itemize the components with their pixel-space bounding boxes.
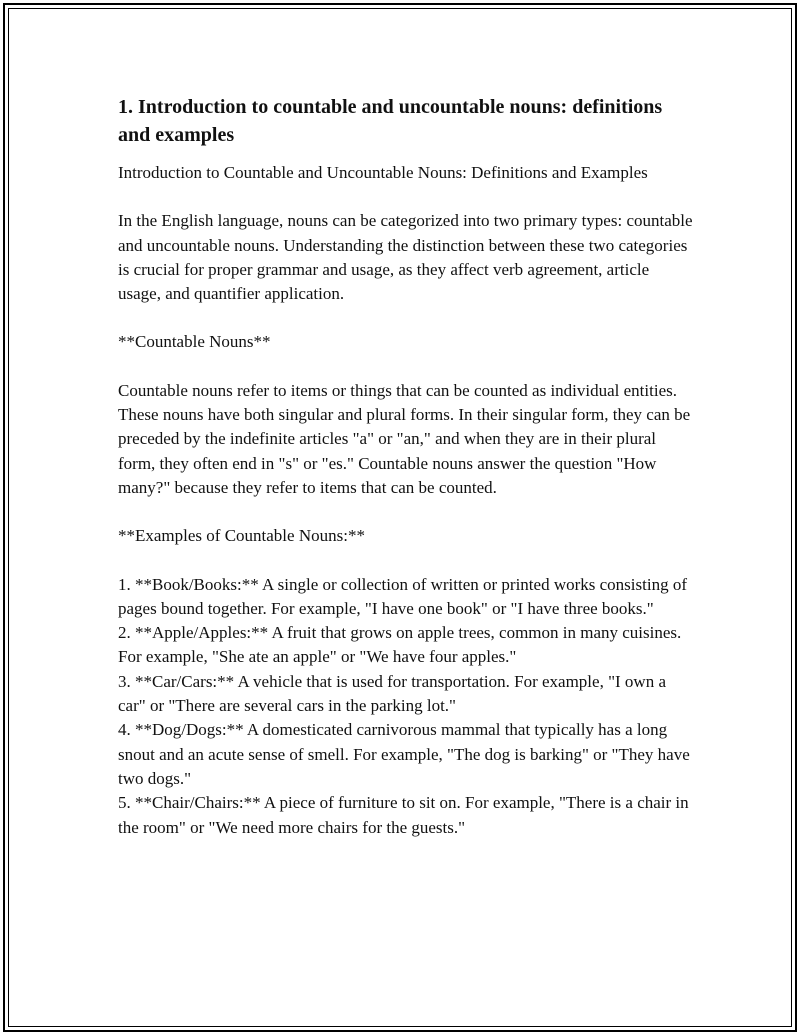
list-item: 3. **Car/Cars:** A vehicle that is used for transportation. For example, "I own a car" or "There are several cars in the parking lot." <box>118 671 666 716</box>
document-body <box>118 93 693 840</box>
examples-list <box>118 573 693 840</box>
spacer <box>118 500 693 524</box>
spacer <box>118 185 693 209</box>
list-item: 4. **Dog/Dogs:** A domesticated carnivorous mammal that typically has a long snout and an acute sense of smell. For example, "The dog is barking" or "They have two dogs." <box>118 720 690 788</box>
intro-paragraph: In the English language, nouns can be categorized into two primary types: countable and uncountable nouns. Understanding the distinction between these two categories is crucial for proper grammar and usage, as they affect verb agreement, article usage, and quantifier application. <box>118 211 693 304</box>
list-item: 5. **Chair/Chairs:** A piece of furniture to sit on. For example, "There is a chair in the room" or "We need more chairs for the guests." <box>118 793 689 837</box>
spacer <box>118 306 693 330</box>
list-item: 1. **Book/Books:** A single or collection of written or printed works consisting of pages bound together. For example, "I have one book" or "I have three books." <box>118 574 687 618</box>
spacer <box>118 355 693 379</box>
document-heading: 1. Introduction to countable and uncountable nouns: definitions and examples <box>118 96 663 146</box>
countable-nouns-heading: **Countable Nouns** <box>118 332 271 352</box>
spacer <box>118 549 693 573</box>
countable-nouns-paragraph: Countable nouns refer to items or things that can be counted as individual entities. These nouns have both singular and plural forms. In their singular form, they can be preceded by the indefinite articles "a" or "an," and when they are in their plural form, they often end in "s" or "es." Countable nouns answer the question "How many?" because they refer to items that can be counted. <box>118 380 691 497</box>
examples-heading: **Examples of Countable Nouns:** <box>118 526 365 546</box>
document-subtitle: Introduction to Countable and Uncountable Nouns: Definitions and Examples <box>118 163 648 182</box>
list-item: 2. **Apple/Apples:** A fruit that grows on apple trees, common in many cuisines. For example, "She ate an apple" or "We have four apples." <box>118 623 682 667</box>
